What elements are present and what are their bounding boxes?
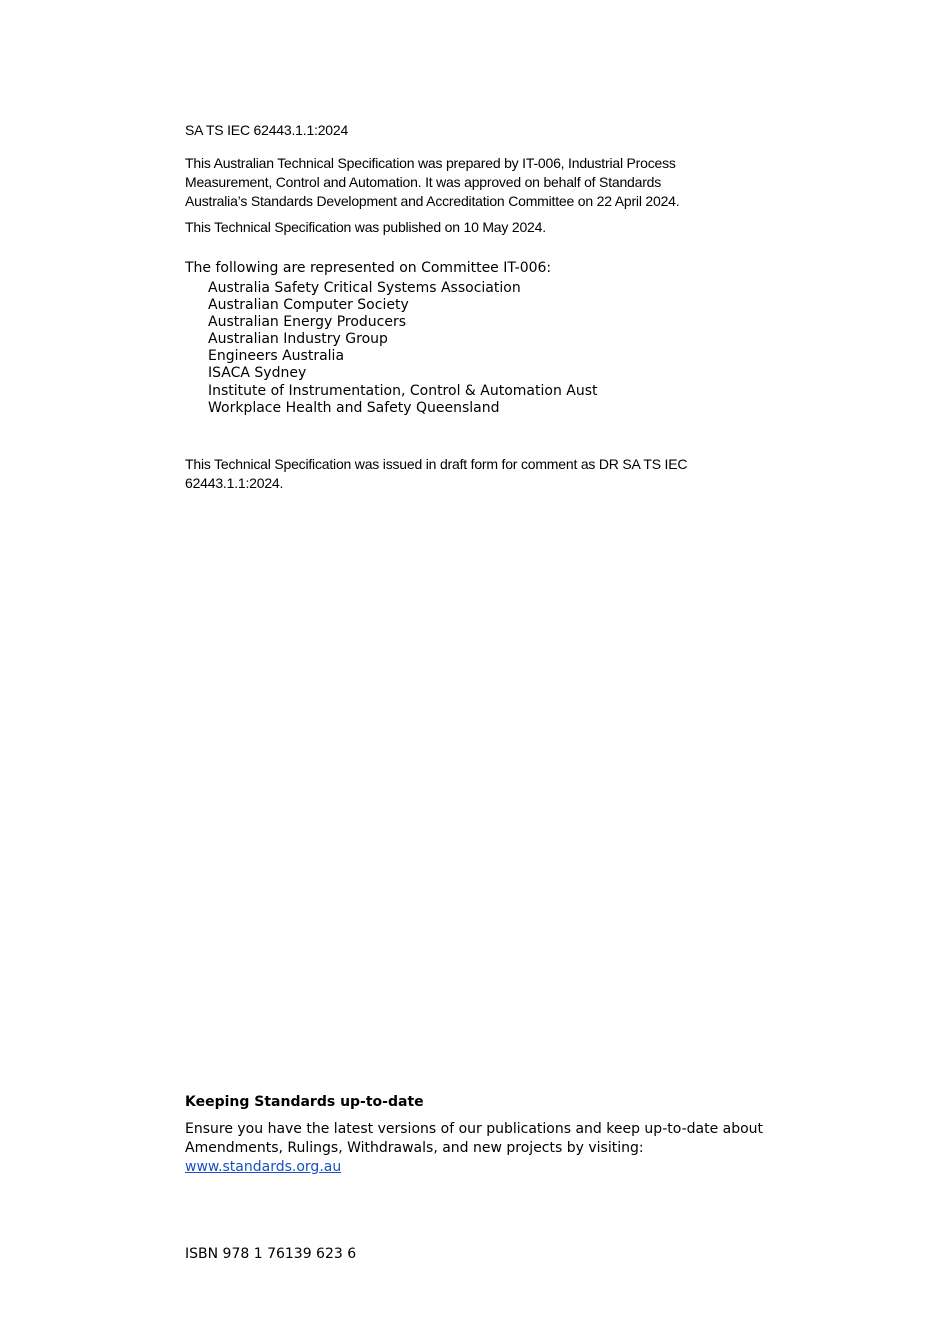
committee-member: Australian Computer Society	[208, 297, 409, 314]
keeping-standards-paragraph	[185, 1120, 775, 1177]
committee-member: Workplace Health and Safety Queensland	[208, 399, 500, 416]
publication-statement: This Technical Specification was published on 10 May 2024.	[185, 219, 546, 235]
isbn-number: ISBN 978 1 76139 623 6	[185, 1246, 357, 1262]
committee-member: Institute of Instrumentation, Control & Automation Aust	[208, 382, 598, 399]
committee-intro: The following are represented on Committee IT-006:	[185, 260, 552, 276]
approval-statement: This Australian Technical Specification was prepared by IT-006, Industrial Process Measurement, Control and Automation. It was approved on behalf of Standards Australia’s Standards Development and Accreditation Committee on 22 April 2024.	[185, 155, 680, 209]
committee-member-list	[208, 280, 598, 417]
committee-member: Australia Safety Critical Systems Association	[208, 280, 521, 296]
committee-member: Australian Energy Producers	[208, 314, 407, 331]
standards-website-link[interactable]: www.standards.org.au	[185, 1159, 342, 1175]
committee-member: Australian Industry Group	[208, 331, 388, 348]
keeping-standards-text: Ensure you have the latest versions of our publications and keep up-to-date about Amendments, Rulings, Withdrawals, and new projects by visiting:	[185, 1121, 764, 1156]
draft-statement: This Technical Specification was issued in draft form for comment as DR SA TS IEC 62443.1.1:2024.	[185, 456, 688, 491]
keeping-standards-heading: Keeping Standards up-to-date	[185, 1094, 424, 1110]
committee-member: Engineers Australia	[208, 348, 345, 365]
committee-member: ISACA Sydney	[208, 365, 307, 382]
document-designation: SA TS IEC 62443.1.1:2024	[185, 122, 349, 138]
